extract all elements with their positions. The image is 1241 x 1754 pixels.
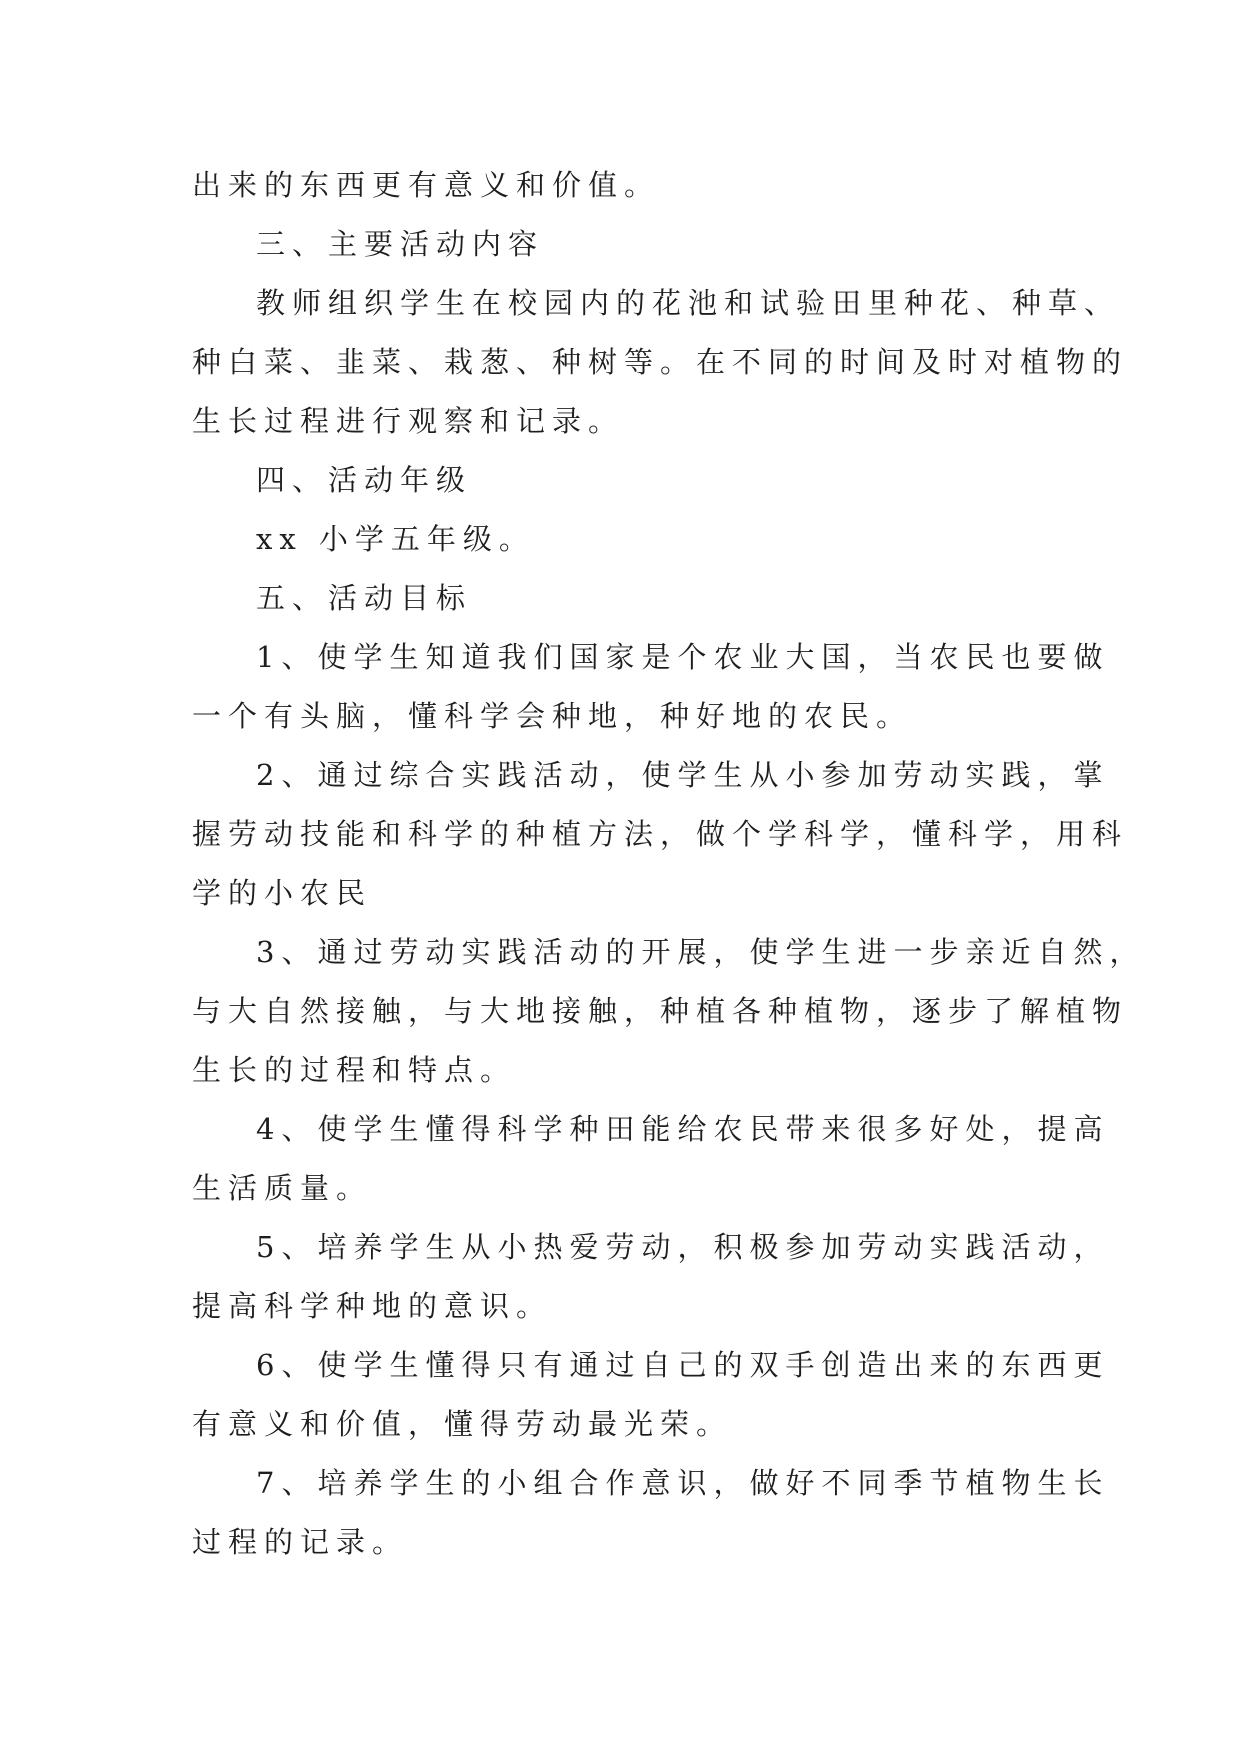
list-item: 3、通过劳动实践活动的开展，使学生进一步亲近自然， xyxy=(256,935,1146,969)
text-line: 出来的东西更有意义和价值。 xyxy=(192,168,661,202)
text-line: 过程的记录。 xyxy=(192,1525,409,1559)
list-item: 6、使学生懂得只有通过自己的双手创造出来的东西更 xyxy=(256,1348,1110,1382)
section-heading: 三、主要活动内容 xyxy=(256,227,545,261)
list-item: 1、使学生知道我们国家是个农业大国，当农民也要做 xyxy=(256,640,1110,674)
text-line: xx 小学五年级。 xyxy=(256,522,535,556)
text-line: 种白菜、韭菜、栽葱、种树等。在不同的时间及时对植物的 xyxy=(192,345,1129,379)
section-heading: 四、活动年级 xyxy=(256,463,473,497)
text-line: 生活质量。 xyxy=(192,1171,373,1205)
text-line: 与大自然接触，与大地接触，种植各种植物，逐步了解植物 xyxy=(192,994,1129,1028)
list-item: 4、使学生懂得科学种田能给农民带来很多好处，提高 xyxy=(256,1112,1110,1146)
text-line: 生长过程进行观察和记录。 xyxy=(192,404,625,438)
text-line: 学的小农民 xyxy=(192,876,373,910)
document-page xyxy=(192,156,1146,1572)
section-heading: 五、活动目标 xyxy=(256,581,473,615)
text-line: 教师组织学生在校园内的花池和试验田里种花、种草、 xyxy=(256,286,1121,320)
text-line: 有意义和价值，懂得劳动最光荣。 xyxy=(192,1407,733,1441)
text-line: 一个有头脑，懂科学会种地，种好地的农民。 xyxy=(192,699,913,733)
list-item: 7、培养学生的小组合作意识，做好不同季节植物生长 xyxy=(256,1466,1110,1500)
text-line: 握劳动技能和科学的种植方法，做个学科学，懂科学，用科 xyxy=(192,817,1129,851)
list-item: 5、培养学生从小热爱劳动，积极参加劳动实践活动， xyxy=(256,1230,1110,1264)
text-line: 提高科学种地的意识。 xyxy=(192,1289,553,1323)
text-line: 生长的过程和特点。 xyxy=(192,1053,517,1087)
list-item: 2、通过综合实践活动，使学生从小参加劳动实践，掌 xyxy=(256,758,1110,792)
